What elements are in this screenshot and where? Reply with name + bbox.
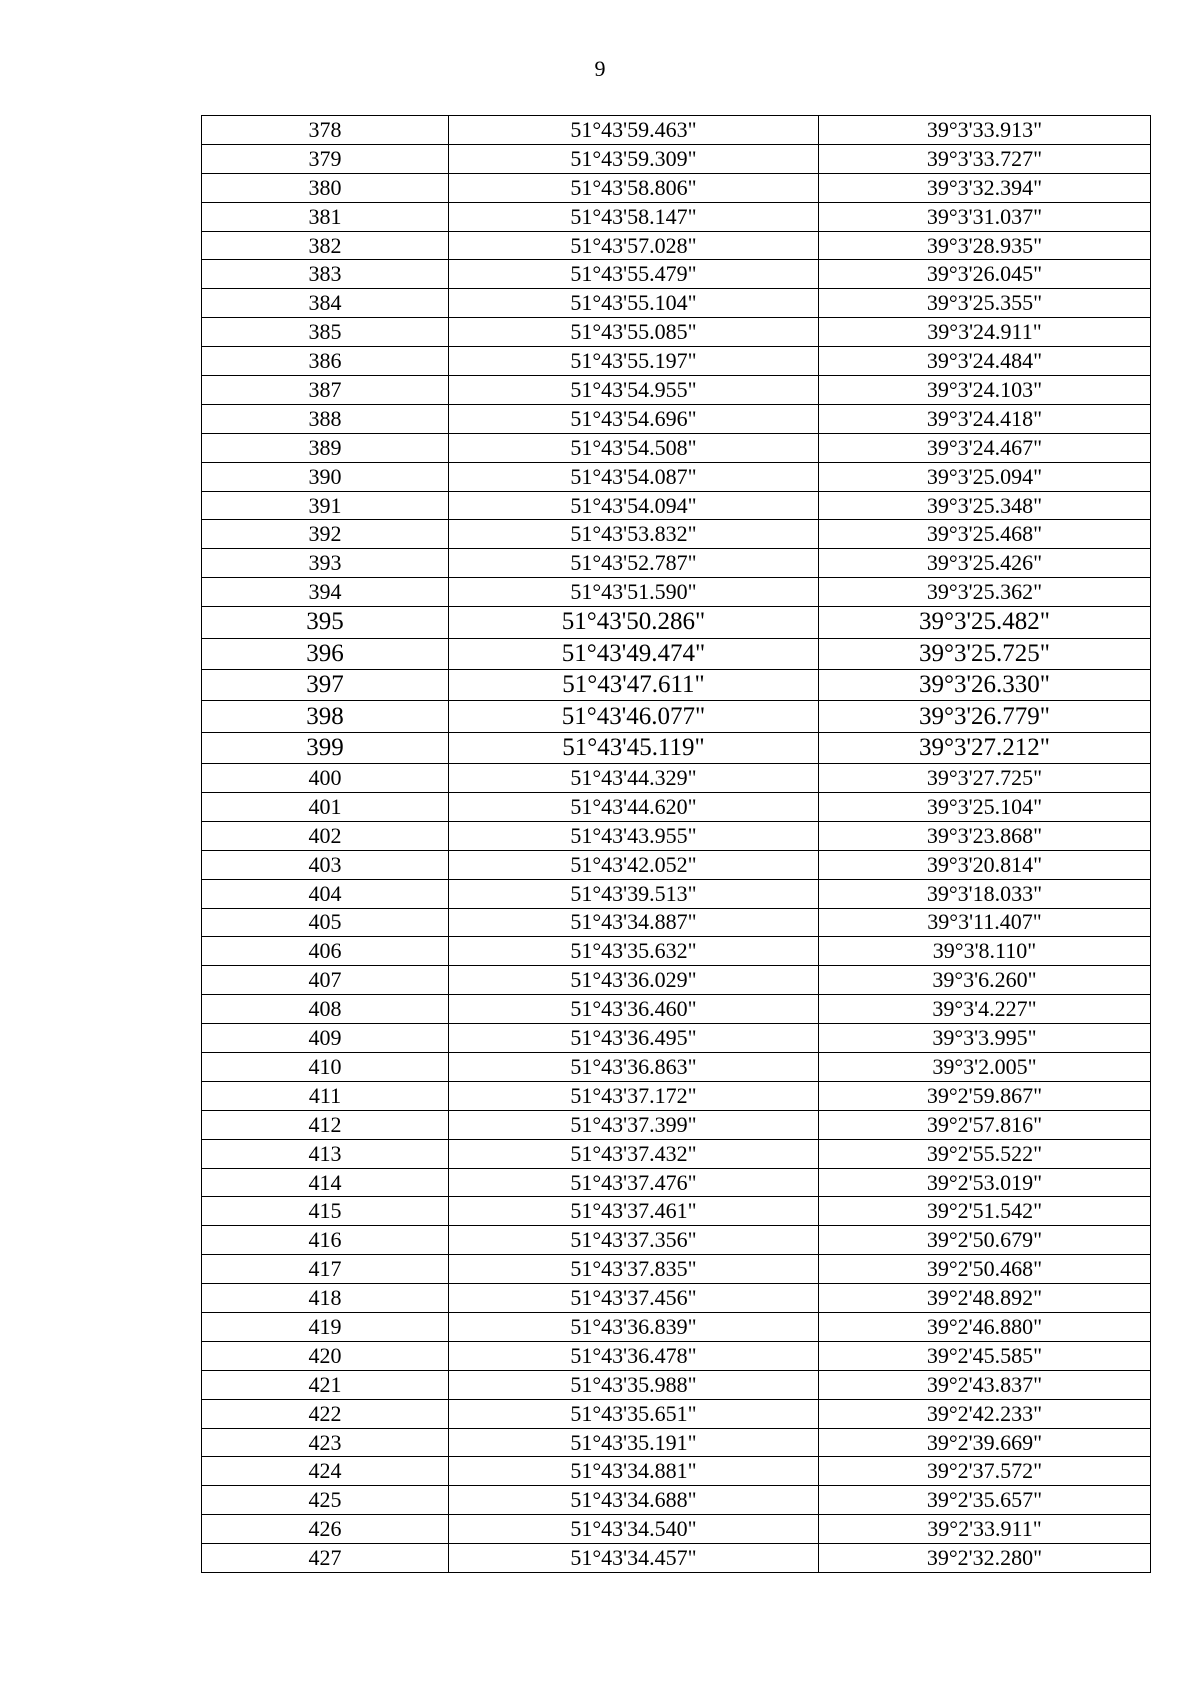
latitude-cell: 51°43'35.191" [449, 1428, 819, 1457]
table-row [202, 289, 1151, 318]
point-number-cell: 408 [202, 995, 449, 1024]
table-row [202, 908, 1151, 937]
longitude-cell: 39°2'53.019" [819, 1168, 1151, 1197]
point-number-cell: 394 [202, 578, 449, 607]
point-number-cell: 379 [202, 144, 449, 173]
point-number-cell: 423 [202, 1428, 449, 1457]
longitude-cell: 39°3'6.260" [819, 966, 1151, 995]
table-row [202, 1168, 1151, 1197]
table-row [202, 1226, 1151, 1255]
longitude-cell: 39°2'35.657" [819, 1486, 1151, 1515]
table-row [202, 1544, 1151, 1573]
point-number-cell: 414 [202, 1168, 449, 1197]
latitude-cell: 51°43'55.104" [449, 289, 819, 318]
table-row [202, 1486, 1151, 1515]
table-row [202, 144, 1151, 173]
longitude-cell: 39°2'39.669" [819, 1428, 1151, 1457]
point-number-cell: 399 [202, 732, 449, 763]
longitude-cell: 39°2'55.522" [819, 1139, 1151, 1168]
latitude-cell: 51°43'34.688" [449, 1486, 819, 1515]
table-row [202, 1081, 1151, 1110]
table-row [202, 173, 1151, 202]
table-row [202, 1341, 1151, 1370]
latitude-cell: 51°43'44.329" [449, 764, 819, 793]
point-number-cell: 400 [202, 764, 449, 793]
point-number-cell: 378 [202, 116, 449, 145]
latitude-cell: 51°43'34.887" [449, 908, 819, 937]
longitude-cell: 39°3'24.103" [819, 376, 1151, 405]
longitude-cell: 39°3'8.110" [819, 937, 1151, 966]
latitude-cell: 51°43'36.495" [449, 1024, 819, 1053]
point-number-cell: 420 [202, 1341, 449, 1370]
table-row [202, 491, 1151, 520]
point-number-cell: 427 [202, 1544, 449, 1573]
point-number-cell: 415 [202, 1197, 449, 1226]
longitude-cell: 39°2'45.585" [819, 1341, 1151, 1370]
latitude-cell: 51°43'52.787" [449, 549, 819, 578]
longitude-cell: 39°3'25.094" [819, 462, 1151, 491]
table-row [202, 462, 1151, 491]
point-number-cell: 398 [202, 701, 449, 732]
longitude-cell: 39°2'42.233" [819, 1399, 1151, 1428]
latitude-cell: 51°43'37.476" [449, 1168, 819, 1197]
latitude-cell: 51°43'51.590" [449, 578, 819, 607]
latitude-cell: 51°43'34.881" [449, 1457, 819, 1486]
coordinates-table [201, 115, 1151, 1573]
table-row [202, 879, 1151, 908]
longitude-cell: 39°3'33.913" [819, 116, 1151, 145]
point-number-cell: 385 [202, 318, 449, 347]
coordinates-table-body [202, 116, 1151, 1573]
point-number-cell: 380 [202, 173, 449, 202]
table-row [202, 821, 1151, 850]
point-number-cell: 407 [202, 966, 449, 995]
table-row [202, 1515, 1151, 1544]
latitude-cell: 51°43'36.029" [449, 966, 819, 995]
table-row [202, 116, 1151, 145]
longitude-cell: 39°2'32.280" [819, 1544, 1151, 1573]
longitude-cell: 39°3'25.725" [819, 638, 1151, 669]
table-row [202, 1284, 1151, 1313]
latitude-cell: 51°43'54.087" [449, 462, 819, 491]
point-number-cell: 406 [202, 937, 449, 966]
latitude-cell: 51°43'55.197" [449, 347, 819, 376]
latitude-cell: 51°43'49.474" [449, 638, 819, 669]
table-row [202, 1457, 1151, 1486]
table-row [202, 732, 1151, 763]
longitude-cell: 39°3'23.868" [819, 821, 1151, 850]
longitude-cell: 39°3'2.005" [819, 1053, 1151, 1082]
longitude-cell: 39°2'50.468" [819, 1255, 1151, 1284]
latitude-cell: 51°43'47.611" [449, 669, 819, 700]
longitude-cell: 39°3'24.467" [819, 433, 1151, 462]
latitude-cell: 51°43'35.632" [449, 937, 819, 966]
longitude-cell: 39°2'57.816" [819, 1110, 1151, 1139]
longitude-cell: 39°3'28.935" [819, 231, 1151, 260]
point-number-cell: 413 [202, 1139, 449, 1168]
latitude-cell: 51°43'55.479" [449, 260, 819, 289]
longitude-cell: 39°3'20.814" [819, 850, 1151, 879]
longitude-cell: 39°2'50.679" [819, 1226, 1151, 1255]
latitude-cell: 51°43'53.832" [449, 520, 819, 549]
latitude-cell: 51°43'37.835" [449, 1255, 819, 1284]
longitude-cell: 39°3'24.418" [819, 404, 1151, 433]
longitude-cell: 39°3'26.045" [819, 260, 1151, 289]
longitude-cell: 39°3'25.426" [819, 549, 1151, 578]
table-row [202, 1428, 1151, 1457]
longitude-cell: 39°2'43.837" [819, 1370, 1151, 1399]
point-number-cell: 389 [202, 433, 449, 462]
latitude-cell: 51°43'37.356" [449, 1226, 819, 1255]
longitude-cell: 39°3'32.394" [819, 173, 1151, 202]
table-row [202, 1255, 1151, 1284]
point-number-cell: 402 [202, 821, 449, 850]
point-number-cell: 387 [202, 376, 449, 405]
latitude-cell: 51°43'34.457" [449, 1544, 819, 1573]
longitude-cell: 39°2'33.911" [819, 1515, 1151, 1544]
point-number-cell: 381 [202, 202, 449, 231]
point-number-cell: 403 [202, 850, 449, 879]
point-number-cell: 409 [202, 1024, 449, 1053]
table-row [202, 792, 1151, 821]
point-number-cell: 417 [202, 1255, 449, 1284]
longitude-cell: 39°2'48.892" [819, 1284, 1151, 1313]
point-number-cell: 418 [202, 1284, 449, 1313]
latitude-cell: 51°43'37.432" [449, 1139, 819, 1168]
point-number-cell: 388 [202, 404, 449, 433]
point-number-cell: 424 [202, 1457, 449, 1486]
latitude-cell: 51°43'35.988" [449, 1370, 819, 1399]
point-number-cell: 396 [202, 638, 449, 669]
table-row [202, 764, 1151, 793]
latitude-cell: 51°43'55.085" [449, 318, 819, 347]
point-number-cell: 404 [202, 879, 449, 908]
latitude-cell: 51°43'44.620" [449, 792, 819, 821]
point-number-cell: 419 [202, 1313, 449, 1342]
table-row [202, 1110, 1151, 1139]
table-row [202, 433, 1151, 462]
point-number-cell: 425 [202, 1486, 449, 1515]
table-row [202, 937, 1151, 966]
point-number-cell: 390 [202, 462, 449, 491]
longitude-cell: 39°2'37.572" [819, 1457, 1151, 1486]
longitude-cell: 39°3'25.468" [819, 520, 1151, 549]
page-number: 9 [594, 56, 606, 81]
longitude-cell: 39°3'33.727" [819, 144, 1151, 173]
table-row [202, 1197, 1151, 1226]
table-row [202, 1313, 1151, 1342]
table-row [202, 520, 1151, 549]
longitude-cell: 39°3'26.330" [819, 669, 1151, 700]
table-row [202, 202, 1151, 231]
latitude-cell: 51°43'39.513" [449, 879, 819, 908]
table-row [202, 578, 1151, 607]
table-row [202, 1024, 1151, 1053]
point-number-cell: 386 [202, 347, 449, 376]
point-number-cell: 397 [202, 669, 449, 700]
table-row [202, 404, 1151, 433]
point-number-cell: 422 [202, 1399, 449, 1428]
point-number-cell: 411 [202, 1081, 449, 1110]
table-row [202, 995, 1151, 1024]
point-number-cell: 392 [202, 520, 449, 549]
table-row [202, 376, 1151, 405]
latitude-cell: 51°43'35.651" [449, 1399, 819, 1428]
longitude-cell: 39°3'11.407" [819, 908, 1151, 937]
latitude-cell: 51°43'57.028" [449, 231, 819, 260]
table-row [202, 318, 1151, 347]
latitude-cell: 51°43'37.172" [449, 1081, 819, 1110]
table-row [202, 231, 1151, 260]
latitude-cell: 51°43'36.839" [449, 1313, 819, 1342]
longitude-cell: 39°3'4.227" [819, 995, 1151, 1024]
latitude-cell: 51°43'36.863" [449, 1053, 819, 1082]
latitude-cell: 51°43'54.955" [449, 376, 819, 405]
latitude-cell: 51°43'58.806" [449, 173, 819, 202]
point-number-cell: 421 [202, 1370, 449, 1399]
latitude-cell: 51°43'36.460" [449, 995, 819, 1024]
longitude-cell: 39°3'25.355" [819, 289, 1151, 318]
point-number-cell: 426 [202, 1515, 449, 1544]
latitude-cell: 51°43'59.309" [449, 144, 819, 173]
table-row [202, 701, 1151, 732]
point-number-cell: 382 [202, 231, 449, 260]
table-row [202, 669, 1151, 700]
longitude-cell: 39°3'26.779" [819, 701, 1151, 732]
table-row [202, 1139, 1151, 1168]
latitude-cell: 51°43'37.399" [449, 1110, 819, 1139]
latitude-cell: 51°43'37.456" [449, 1284, 819, 1313]
point-number-cell: 405 [202, 908, 449, 937]
point-number-cell: 410 [202, 1053, 449, 1082]
latitude-cell: 51°43'54.508" [449, 433, 819, 462]
longitude-cell: 39°2'59.867" [819, 1081, 1151, 1110]
table-row [202, 347, 1151, 376]
point-number-cell: 395 [202, 607, 449, 638]
latitude-cell: 51°43'54.094" [449, 491, 819, 520]
latitude-cell: 51°43'45.119" [449, 732, 819, 763]
point-number-cell: 391 [202, 491, 449, 520]
latitude-cell: 51°43'50.286" [449, 607, 819, 638]
longitude-cell: 39°3'27.725" [819, 764, 1151, 793]
table-row [202, 260, 1151, 289]
table-row [202, 607, 1151, 638]
table-row [202, 850, 1151, 879]
longitude-cell: 39°3'25.104" [819, 792, 1151, 821]
longitude-cell: 39°3'25.362" [819, 578, 1151, 607]
point-number-cell: 412 [202, 1110, 449, 1139]
table-row [202, 549, 1151, 578]
latitude-cell: 51°43'46.077" [449, 701, 819, 732]
point-number-cell: 383 [202, 260, 449, 289]
latitude-cell: 51°43'34.540" [449, 1515, 819, 1544]
latitude-cell: 51°43'36.478" [449, 1341, 819, 1370]
longitude-cell: 39°3'24.484" [819, 347, 1151, 376]
longitude-cell: 39°2'46.880" [819, 1313, 1151, 1342]
longitude-cell: 39°3'3.995" [819, 1024, 1151, 1053]
longitude-cell: 39°3'24.911" [819, 318, 1151, 347]
table-row [202, 638, 1151, 669]
latitude-cell: 51°43'42.052" [449, 850, 819, 879]
longitude-cell: 39°3'27.212" [819, 732, 1151, 763]
point-number-cell: 416 [202, 1226, 449, 1255]
longitude-cell: 39°3'25.482" [819, 607, 1151, 638]
latitude-cell: 51°43'54.696" [449, 404, 819, 433]
longitude-cell: 39°3'31.037" [819, 202, 1151, 231]
table-row [202, 966, 1151, 995]
table-row [202, 1053, 1151, 1082]
point-number-cell: 393 [202, 549, 449, 578]
latitude-cell: 51°43'59.463" [449, 116, 819, 145]
longitude-cell: 39°3'25.348" [819, 491, 1151, 520]
longitude-cell: 39°2'51.542" [819, 1197, 1151, 1226]
latitude-cell: 51°43'58.147" [449, 202, 819, 231]
latitude-cell: 51°43'37.461" [449, 1197, 819, 1226]
point-number-cell: 384 [202, 289, 449, 318]
longitude-cell: 39°3'18.033" [819, 879, 1151, 908]
table-row [202, 1370, 1151, 1399]
table-row [202, 1399, 1151, 1428]
latitude-cell: 51°43'43.955" [449, 821, 819, 850]
point-number-cell: 401 [202, 792, 449, 821]
